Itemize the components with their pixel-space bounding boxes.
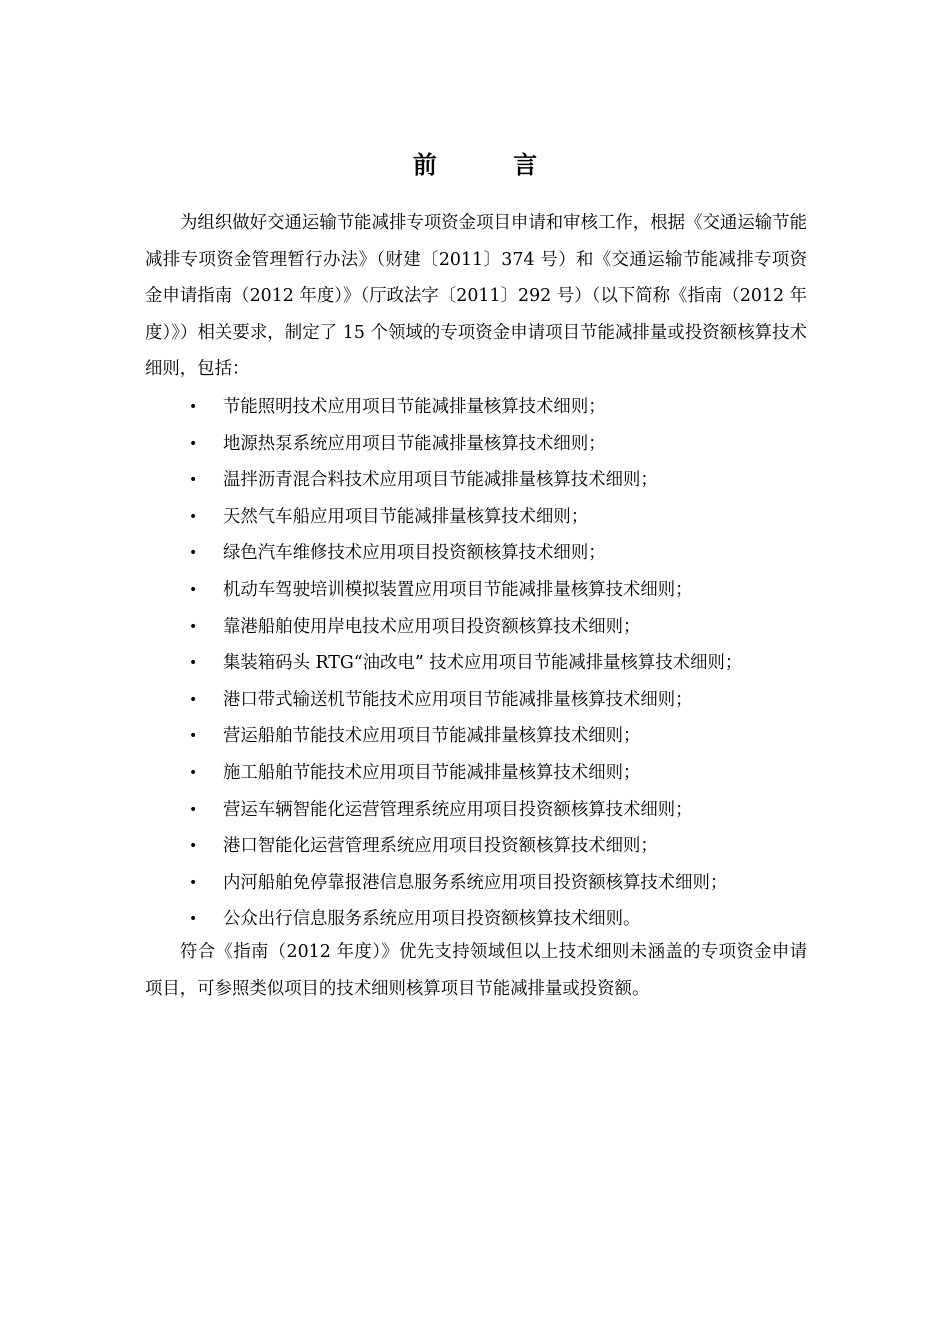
bullet-icon: • — [189, 838, 198, 855]
list-item-text: 内河船舶免停靠报港信息服务系统应用项目投资额核算技术细则； — [223, 872, 728, 893]
bullet-icon: • — [189, 581, 198, 598]
list-item — [145, 792, 807, 829]
list-item-text: 营运车辆智能化运营管理系统应用项目投资额核算技术细则； — [223, 799, 693, 820]
bullet-icon: • — [189, 472, 198, 489]
list-item — [145, 828, 807, 865]
list-item — [145, 901, 807, 938]
list-item-text: 靠港船舶使用岸电技术应用项目投资额核算技术细则； — [223, 616, 641, 637]
list-item-text: 港口带式输送机节能技术应用项目节能减排量核算技术细则； — [223, 689, 693, 710]
list-item — [145, 499, 807, 536]
list-item — [145, 755, 807, 792]
list-item-text: 施工船舶节能技术应用项目节能减排量核算技术细则； — [223, 762, 641, 783]
bullet-icon: • — [189, 874, 198, 891]
intro-paragraph: 为组织做好交通运输节能减排专项资金项目申请和审核工作，根据《交通运输节能减排专项资金管理暂行办法》（财建〔2011〕374 号）和《交通运输节能减排专项资金申请指南（2012 年度）》（厅政法字〔2011〕292 号）（以下简称《指南（2012 年度）》）相关要求，制定了 15 个领域的专项资金申请项目节能减排量或投资额核算技术细则，包括： — [145, 213, 807, 380]
list-item — [145, 426, 807, 463]
list-item — [145, 389, 807, 426]
list-item-text: 营运船舶节能技术应用项目节能减排量核算技术细则； — [223, 726, 641, 747]
list-item-text: 节能照明技术应用项目节能减排量核算技术细则； — [223, 397, 606, 417]
list-item — [145, 462, 807, 499]
list-item-text: 地源热泵系统应用项目节能减排量核算技术细则； — [223, 433, 606, 454]
page-title: 前 言 — [412, 151, 572, 179]
bullet-icon: • — [189, 618, 198, 635]
list-item — [145, 535, 807, 572]
list-item — [145, 718, 807, 755]
bullet-icon: • — [189, 911, 198, 928]
list-item — [145, 609, 807, 646]
list-item-text: 公众出行信息服务系统应用项目投资额核算技术细则。 — [223, 909, 641, 930]
list-item — [145, 572, 807, 609]
bullet-icon: • — [189, 728, 198, 745]
list-item — [145, 682, 807, 719]
bullet-icon: • — [189, 801, 198, 818]
bullet-icon: • — [189, 435, 198, 452]
list-item-text: 温拌沥青混合料技术应用项目节能减排量核算技术细则； — [223, 470, 658, 491]
bullet-icon: • — [189, 545, 198, 562]
bullet-icon: • — [189, 764, 198, 781]
list-item-text: 天然气车船应用项目节能减排量核算技术细则； — [223, 506, 589, 527]
list-item-text: 绿色汽车维修技术应用项目投资额核算技术细则； — [223, 543, 606, 564]
bullet-icon: • — [189, 655, 198, 672]
bullet-icon: • — [189, 691, 198, 708]
list-item-text: 港口智能化运营管理系统应用项目投资额核算技术细则； — [223, 836, 658, 857]
rule-list — [145, 389, 807, 938]
list-item-text: 集装箱码头 RTG“油改电” 技术应用项目节能减排量核算技术细则； — [223, 653, 743, 674]
list-item — [145, 865, 807, 902]
closing-paragraph: 符合《指南（2012 年度）》优先支持领域但以上技术细则未涵盖的专项资金申请项目，可参照类似项目的技术细则核算项目节能减排量或投资额。 — [145, 942, 807, 999]
list-item — [145, 645, 807, 682]
bullet-icon: • — [189, 399, 198, 415]
list-item-text: 机动车驾驶培训模拟装置应用项目节能减排量核算技术细则； — [223, 579, 693, 600]
bullet-icon: • — [189, 508, 198, 525]
